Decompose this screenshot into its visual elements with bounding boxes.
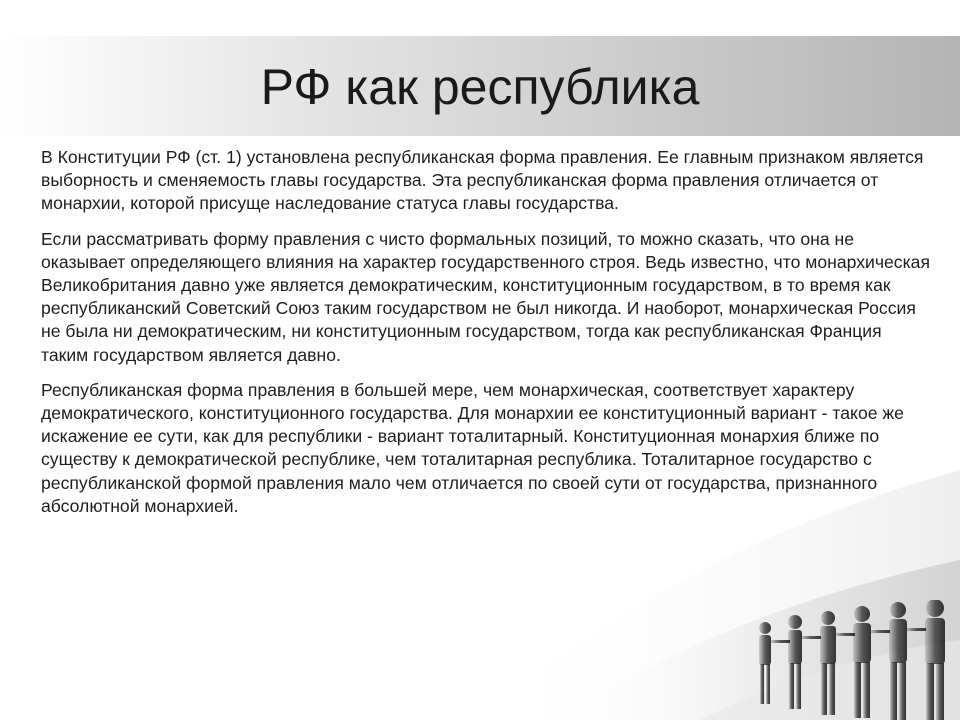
paragraph-2: Если рассматривать форму правления с чисто формальных позиций, то можно сказать, что она не оказывает определяющего влияния на характер государственного строя. Ведь известно, что монархическая Великобритания давно уже является демократическим, конституционным государством, в то время как республиканский Советский Союз таким государством не был никогда. И наоборот, монархическая Россия не была ни демократическим, ни конституционным государством, тогда как республиканская Франция таким государством является давно.	[41, 228, 930, 365]
paragraph-3: Республиканская форма правления в большей мере, чем монархическая, соответствует характеру демократического, конституционного государства. Для монархии ее конституционный вариант - такое же искажение ее сути, как для республики - вариант тоталитарный. Конституционная монархия ближе по существу к демократической республике, чем тоталитарная республика. Тоталитарное государство с республиканской формой правления мало чем отличается по своей сути от государства, признанного абсолютной монархией.	[41, 379, 904, 516]
slide-title: РФ как республика	[260, 59, 700, 115]
paragraph-1: В Конституции РФ (ст. 1) установлена республиканская форма правления. Ее главным признаком является выборность и сменяемость главы государства. Эта республиканская форма правления отличается от монархии, которой присуще наследование статуса главы государства.	[41, 147, 924, 214]
people-holding-hands-icon	[600, 600, 960, 720]
slide-body	[41, 146, 931, 530]
